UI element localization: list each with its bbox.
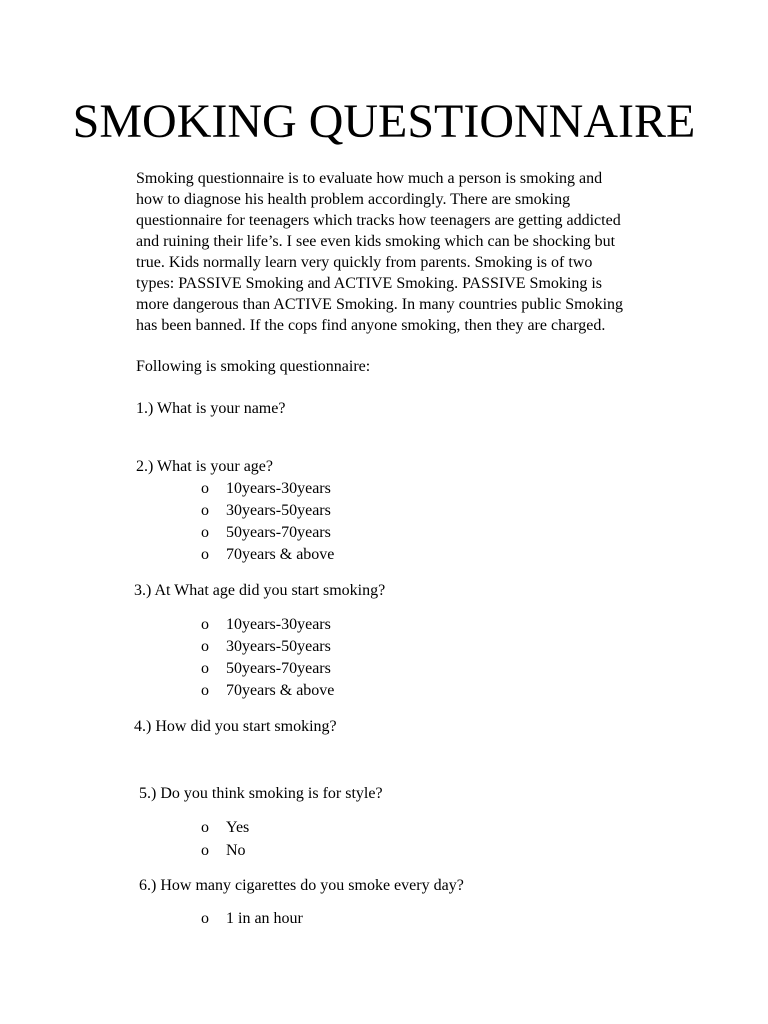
question-3-option (201, 636, 331, 657)
question-2-option (201, 522, 331, 543)
bullet-icon: o (201, 616, 209, 633)
bullet-icon: o (201, 546, 209, 563)
question-6-option (201, 908, 303, 929)
option-label: 30years-50years (226, 502, 331, 519)
intro-line: questionnaire for teenagers which tracks how teenagers are getting addicted (136, 212, 621, 229)
option-label: Yes (226, 819, 250, 836)
intro-line: how to diagnose his health problem accordingly. There are smoking (136, 191, 571, 208)
option-label: 10years-30years (226, 480, 331, 497)
question-3: 3.) At What age did you start smoking? (134, 582, 386, 599)
bullet-icon: o (201, 819, 209, 836)
option-label: 70years & above (226, 546, 335, 563)
page-title: SMOKING QUESTIONNAIRE (72, 95, 696, 148)
question-5: 5.) Do you think smoking is for style? (139, 785, 383, 802)
option-label: 50years-70years (226, 660, 331, 677)
question-6: 6.) How many cigarettes do you smoke every day? (139, 877, 464, 894)
bullet-icon: o (201, 660, 209, 677)
option-label: No (226, 842, 246, 859)
intro-line: Smoking questionnaire is to evaluate how much a person is smoking and (136, 170, 603, 187)
question-2-option (201, 500, 331, 521)
question-4: 4.) How did you start smoking? (134, 718, 337, 735)
bullet-icon: o (201, 480, 209, 497)
question-1: 1.) What is your name? (136, 400, 286, 417)
intro-line: true. Kids normally learn very quickly from parents. Smoking is of two (136, 254, 593, 271)
bullet-icon: o (201, 524, 209, 541)
bullet-icon: o (201, 682, 209, 699)
question-3-option (201, 658, 331, 679)
question-2-option (201, 478, 331, 499)
following-heading: Following is smoking questionnaire: (136, 358, 371, 375)
option-label: 1 in an hour (226, 910, 303, 927)
bullet-icon: o (201, 910, 209, 927)
option-label: 10years-30years (226, 616, 331, 633)
question-2: 2.) What is your age? (136, 458, 273, 475)
question-5-option (201, 840, 246, 861)
intro-line: types: PASSIVE Smoking and ACTIVE Smoking. PASSIVE Smoking is (136, 275, 603, 292)
question-5-option (201, 817, 249, 838)
question-2-option (201, 544, 334, 565)
option-label: 50years-70years (226, 524, 331, 541)
bullet-icon: o (201, 638, 209, 655)
intro-paragraph (136, 168, 676, 336)
question-3-option (201, 614, 331, 635)
bullet-icon: o (201, 842, 209, 859)
intro-line: and ruining their life’s. I see even kids smoking which can be shocking but (136, 233, 616, 250)
bullet-icon: o (201, 502, 209, 519)
intro-line: has been banned. If the cops find anyone smoking, then they are charged. (136, 317, 606, 334)
intro-line: more dangerous than ACTIVE Smoking. In many countries public Smoking (136, 296, 624, 313)
option-label: 30years-50years (226, 638, 331, 655)
question-3-option (201, 680, 334, 701)
option-label: 70years & above (226, 682, 335, 699)
